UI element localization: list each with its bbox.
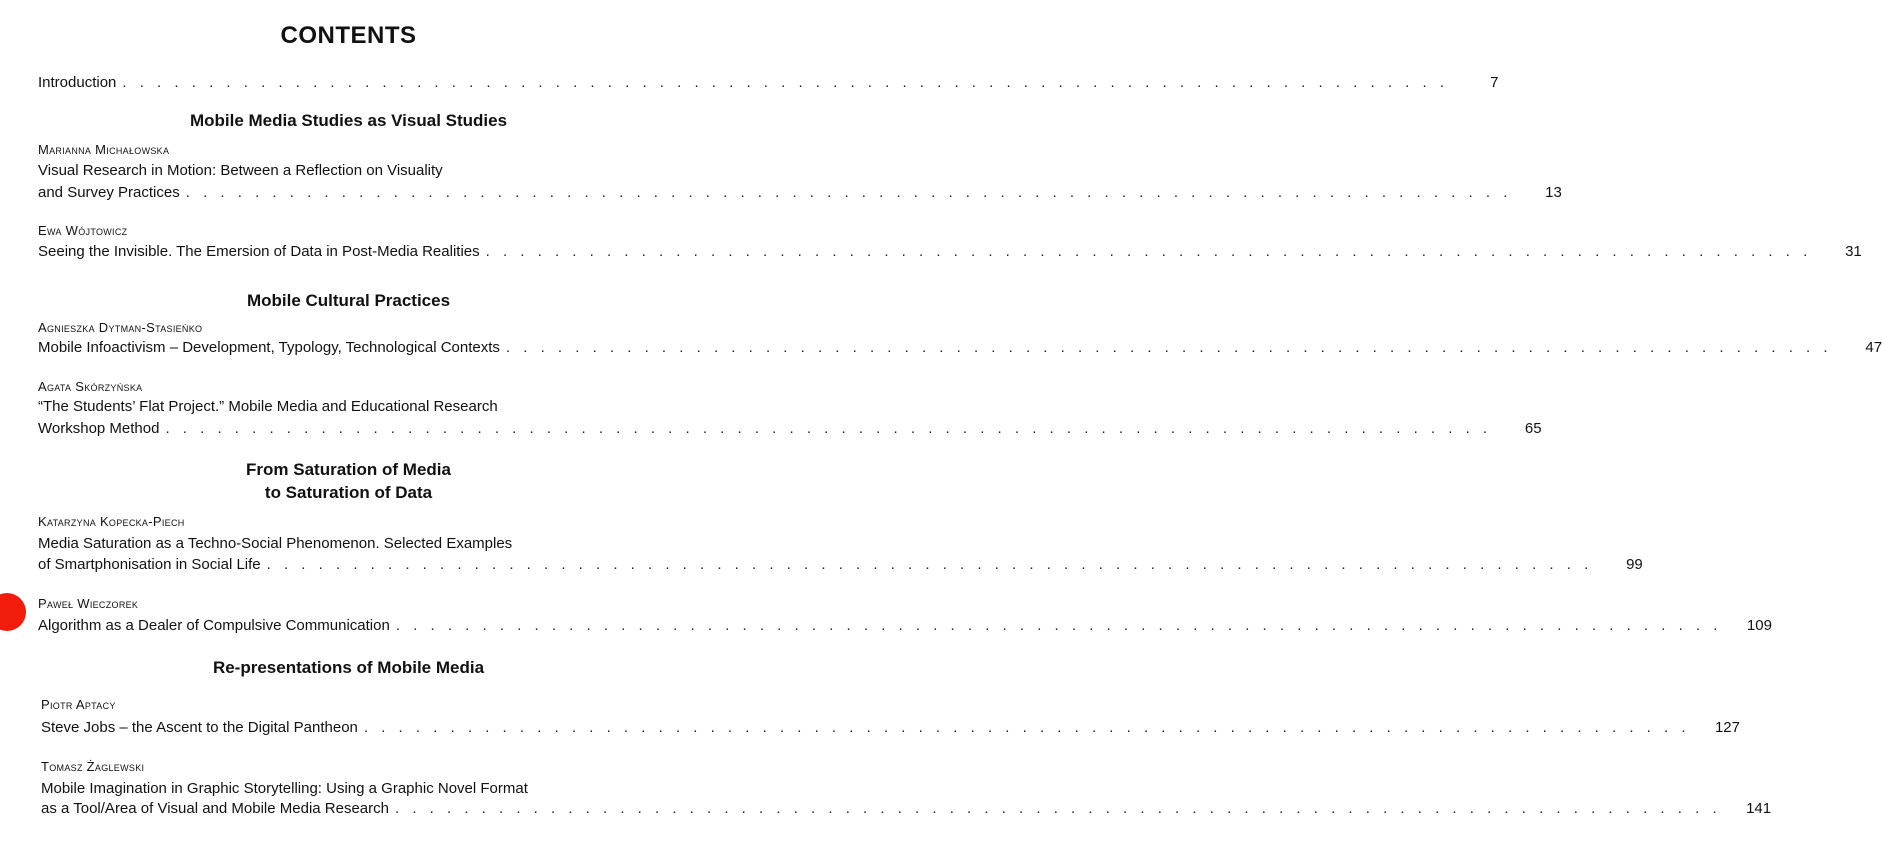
toc-page-number: 31 xyxy=(1845,243,1862,260)
toc-author: Piotr Aptacy xyxy=(41,697,116,712)
toc-entry-title: and Survey Practices xyxy=(38,184,180,201)
toc-author: Katarzyna Kopecka-Piech xyxy=(38,514,185,529)
toc-page-number: 47 xyxy=(1865,339,1882,356)
section-heading: to Saturation of Data xyxy=(264,483,433,502)
toc-entry-title: Introduction xyxy=(38,74,117,91)
toc-author: Agnieszka Dytman-Stasieńko xyxy=(38,320,203,335)
toc-author: Ewa Wójtowicz xyxy=(38,223,128,238)
toc-author: Tomasz Żaglewski xyxy=(41,759,145,774)
toc-page-number: 109 xyxy=(1746,617,1772,634)
toc-entry[interactable] xyxy=(38,242,1862,262)
toc-entry[interactable] xyxy=(38,419,1542,439)
red-dot-marker xyxy=(0,593,26,631)
section-heading: Mobile Cultural Practices xyxy=(246,291,451,310)
toc-entry[interactable] xyxy=(38,183,1562,203)
toc-author: Agata Skórzyńska xyxy=(38,379,143,394)
leader-dots: . . . . . . . . . . . . . . . . . . . . . . . . . . . . . . . . . . . . . . . . . . . . . . . . . . . . . . . . . . . . . . . . . . . . . . . . . . . . . xyxy=(165,420,1492,437)
toc-entry-introduction[interactable] xyxy=(38,73,1499,93)
leader-dots: . . . . . . . . . . . . . . . . . . . . . . . . . . . . . . . . . . . . . . . . . . . . . . . . . . . . . . . . . . . . . . . . . . . . . . . . . . . . . xyxy=(266,556,1593,573)
toc-entry[interactable] xyxy=(41,718,1740,738)
toc-entry-title[interactable]: Visual Research in Motion: Between a Reflection on Visuality xyxy=(38,162,443,179)
toc-entry-title: Seeing the Invisible. The Emersion of Data in Post-Media Realities xyxy=(38,243,480,260)
toc-entry-title[interactable]: “The Students’ Flat Project.” Mobile Media and Educational Research xyxy=(38,398,498,415)
leader-dots: . . . . . . . . . . . . . . . . . . . . . . . . . . . . . . . . . . . . . . . . . . . . . . . . . . . . . . . . . . . . . . . . . . . . . . . . . . . . . xyxy=(395,617,1722,634)
toc-entry-title: Mobile Infoactivism – Development, Typology, Technological Contexts xyxy=(38,339,500,356)
toc-page-number: 65 xyxy=(1524,420,1542,437)
toc-author: Paweł Wieczorek xyxy=(38,596,139,611)
toc-entry-title: Algorithm as a Dealer of Compulsive Communication xyxy=(38,617,390,634)
toc-page-number: 7 xyxy=(1490,74,1499,91)
toc-entry-title[interactable]: Mobile Imagination in Graphic Storytelling: Using a Graphic Novel Format xyxy=(41,780,528,797)
section-heading: Mobile Media Studies as Visual Studies xyxy=(189,111,508,130)
leader-dots: . . . . . . . . . . . . . . . . . . . . . . . . . . . . . . . . . . . . . . . . . . . . . . . . . . . . . . . . . . . . . . . . . . . . . . . . . . . . . xyxy=(394,800,1722,817)
page-title: CONTENTS xyxy=(280,22,417,49)
toc-entry-title: as a Tool/Area of Visual and Mobile Media Research xyxy=(41,800,389,817)
leader-dots: . . . . . . . . . . . . . . . . . . . . . . . . . . . . . . . . . . . . . . . . . . . . . . . . . . . . . . . . . . . . . . . . . . . . . . . . . . . . . xyxy=(485,243,1812,260)
toc-entry[interactable] xyxy=(41,799,1772,819)
toc-entry[interactable] xyxy=(38,616,1772,636)
section-heading: From Saturation of Media xyxy=(246,460,451,479)
toc-page-number: 99 xyxy=(1626,556,1643,573)
toc-entry-title: of Smartphonisation in Social Life xyxy=(38,556,261,573)
toc-author: Marianna Michałowska xyxy=(38,142,170,157)
toc-entry-title[interactable]: Media Saturation as a Techno-Social Phenomenon. Selected Examples xyxy=(38,535,513,552)
toc-entry[interactable] xyxy=(38,555,1643,575)
section-heading: Re-presentations of Mobile Media xyxy=(212,658,485,677)
leader-dots: . . . . . . . . . . . . . . . . . . . . . . . . . . . . . . . . . . . . . . . . . . . . . . . . . . . . . . . . . . . . . . . . . . . . . . . . . . . . . xyxy=(122,74,1449,91)
leader-dots: . . . . . . . . . . . . . . . . . . . . . . . . . . . . . . . . . . . . . . . . . . . . . . . . . . . . . . . . . . . . . . . . . . . . . . . . . . . . . xyxy=(363,719,1690,736)
toc-entry[interactable] xyxy=(38,338,1882,358)
toc-page-number: 141 xyxy=(1746,800,1772,817)
leader-dots: . . . . . . . . . . . . . . . . . . . . . . . . . . . . . . . . . . . . . . . . . . . . . . . . . . . . . . . . . . . . . . . . . . . . . . . . . . . . . xyxy=(185,184,1512,201)
toc-entry-title: Steve Jobs – the Ascent to the Digital Pantheon xyxy=(41,719,358,736)
leader-dots: . . . . . . . . . . . . . . . . . . . . . . . . . . . . . . . . . . . . . . . . . . . . . . . . . . . . . . . . . . . . . . . . . . . . . . . . . . . . . xyxy=(505,339,1833,356)
toc-page-number: 13 xyxy=(1545,184,1562,201)
toc-entry-title: Workshop Method xyxy=(38,420,160,437)
toc-page-number: 127 xyxy=(1714,719,1740,736)
